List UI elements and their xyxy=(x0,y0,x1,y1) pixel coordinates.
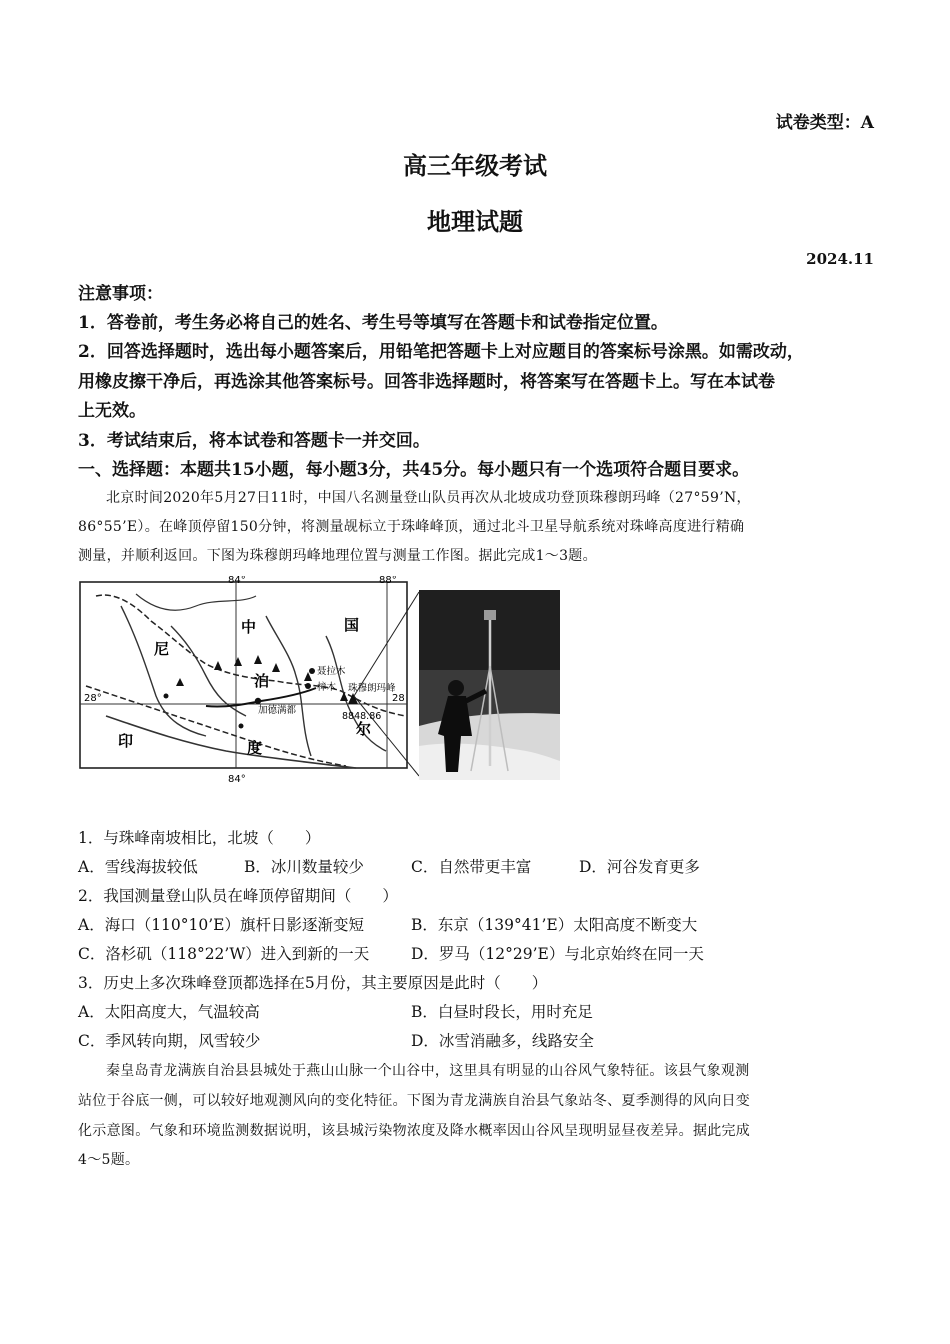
q2-option-b: B．东京（139°41’E）太阳高度不断变大 xyxy=(411,916,698,934)
q2-option-a: A．海口（110°10’E）旗杆日影逐渐变短 xyxy=(78,916,364,934)
location-map xyxy=(80,576,407,785)
map-lat-label: 28 xyxy=(392,693,405,704)
notes-heading: 注意事项： xyxy=(78,284,163,304)
note-line: 上无效。 xyxy=(78,401,146,421)
question-3-stem: 3．历史上多次珠峰登顶都选择在5月份，其主要原因是此时（ ） xyxy=(78,974,548,992)
intro-line: 测量，并顺利返回。下图为珠穆朗玛峰地理位置与测量工作图。据此完成1～3题。 xyxy=(78,548,597,564)
q3-option-d: D．冰雪消融多，线路安全 xyxy=(411,1032,594,1050)
note-line: 3．考试结束后，将本试卷和答题卡一并交回。 xyxy=(78,431,430,451)
subject-title: 地理试题 xyxy=(427,207,523,236)
paper-type: 试卷类型：A xyxy=(775,113,874,133)
map-place-label: 珠穆朗玛峰 xyxy=(348,683,396,694)
intro-4-5-line: 站位于谷底一侧，可以较好地观测风向的变化特征。下图为青龙满族自治县气象站冬、夏季测得的风向日变 xyxy=(78,1093,751,1109)
kathmandu-marker xyxy=(255,698,261,704)
map-lat-label: 28° xyxy=(84,693,102,704)
map-country-label: 国 xyxy=(344,616,360,634)
note-line: 2．回答选择题时，选出每小题答案后，用铅笔把答题卡上对应题目的答案标号涂黑。如需改动， xyxy=(78,342,804,362)
map-place-label: 8848.86 xyxy=(342,711,382,722)
map-place-label: 加德满都 xyxy=(258,705,297,716)
summit-survey-photo xyxy=(419,590,560,780)
q1-option-d: D．河谷发育更多 xyxy=(579,858,700,876)
q1-option-b: B．冰川数量较少 xyxy=(244,858,364,876)
everest-map-figure xyxy=(76,576,566,801)
map-country-label: 泊 xyxy=(254,672,270,690)
map-country-label: 中 xyxy=(241,618,257,636)
map-place-label: 樟木 xyxy=(317,682,337,693)
q3-option-a: A．太阳高度大，气温较高 xyxy=(78,1003,260,1021)
intro-4-5-line: 4～5题。 xyxy=(78,1152,140,1168)
map-place-label: 聂拉木 xyxy=(317,666,346,677)
map-lon-label: 88° xyxy=(379,576,397,586)
map-country-label: 尔 xyxy=(356,720,372,738)
q2-option-c: C．洛杉矶（118°22’W）进入到新的一天 xyxy=(78,945,370,963)
nyalam-marker xyxy=(309,668,315,674)
zhangmu-marker xyxy=(305,683,311,689)
section1-heading: 一、选择题：本题共15小题，每小题3分，共45分。每小题只有一个选项符合题目要求。 xyxy=(78,460,750,480)
intro-4-5-line: 化示意图。气象和环境监测数据说明，该县城污染物浓度及降水概率因山谷风呈现明显昼夜差异。据此完成 xyxy=(78,1123,751,1139)
note-line: 1．答卷前，考生务必将自己的姓名、考生号等填写在答题卡和试卷指定位置。 xyxy=(78,313,668,333)
question-1-stem: 1．与珠峰南坡相比，北坡（ ） xyxy=(78,829,321,847)
q3-option-c: C．季风转向期，风雪较少 xyxy=(78,1032,261,1050)
question-2-stem: 2．我国测量登山队员在峰顶停留期间（ ） xyxy=(78,887,398,905)
map-country-label: 尼 xyxy=(154,640,170,658)
map-country-label: 度 xyxy=(247,739,263,757)
q3-option-b: B．白昼时段长，用时充足 xyxy=(411,1003,593,1021)
note-line: 用橡皮擦干净后，再选涂其他答案标号。回答非选择题时，将答案写在答题卡上。写在本试卷 xyxy=(78,372,775,392)
intro-4-5-line: 秦皇岛青龙满族自治县县城处于燕山山脉一个山谷中，这里具有明显的山谷风气象特征。该县气象观测 xyxy=(106,1063,750,1079)
q2-option-d: D．罗马（12°29’E）与北京始终在同一天 xyxy=(411,945,704,963)
map-country-label: 印 xyxy=(118,732,134,750)
intro-line: 北京时间2020年5月27日11时，中国八名测量登山队员再次从北坡成功登顶珠穆朗玛峰（27°59’N， xyxy=(106,490,751,506)
map-lon-label: 84° xyxy=(228,576,246,586)
q1-option-c: C．自然带更丰富 xyxy=(411,858,532,876)
exam-title: 高三年级考试 xyxy=(403,151,547,180)
map-lon-label: 84° xyxy=(228,774,246,785)
exam-date: 2024.11 xyxy=(806,250,874,268)
q1-option-a: A．雪线海拔较低 xyxy=(78,858,198,876)
intro-line: 86°55’E）。在峰顶停留150分钟，将测量觇标立于珠峰峰顶，通过北斗卫星导航系统对珠峰高度进行精确 xyxy=(78,519,745,535)
